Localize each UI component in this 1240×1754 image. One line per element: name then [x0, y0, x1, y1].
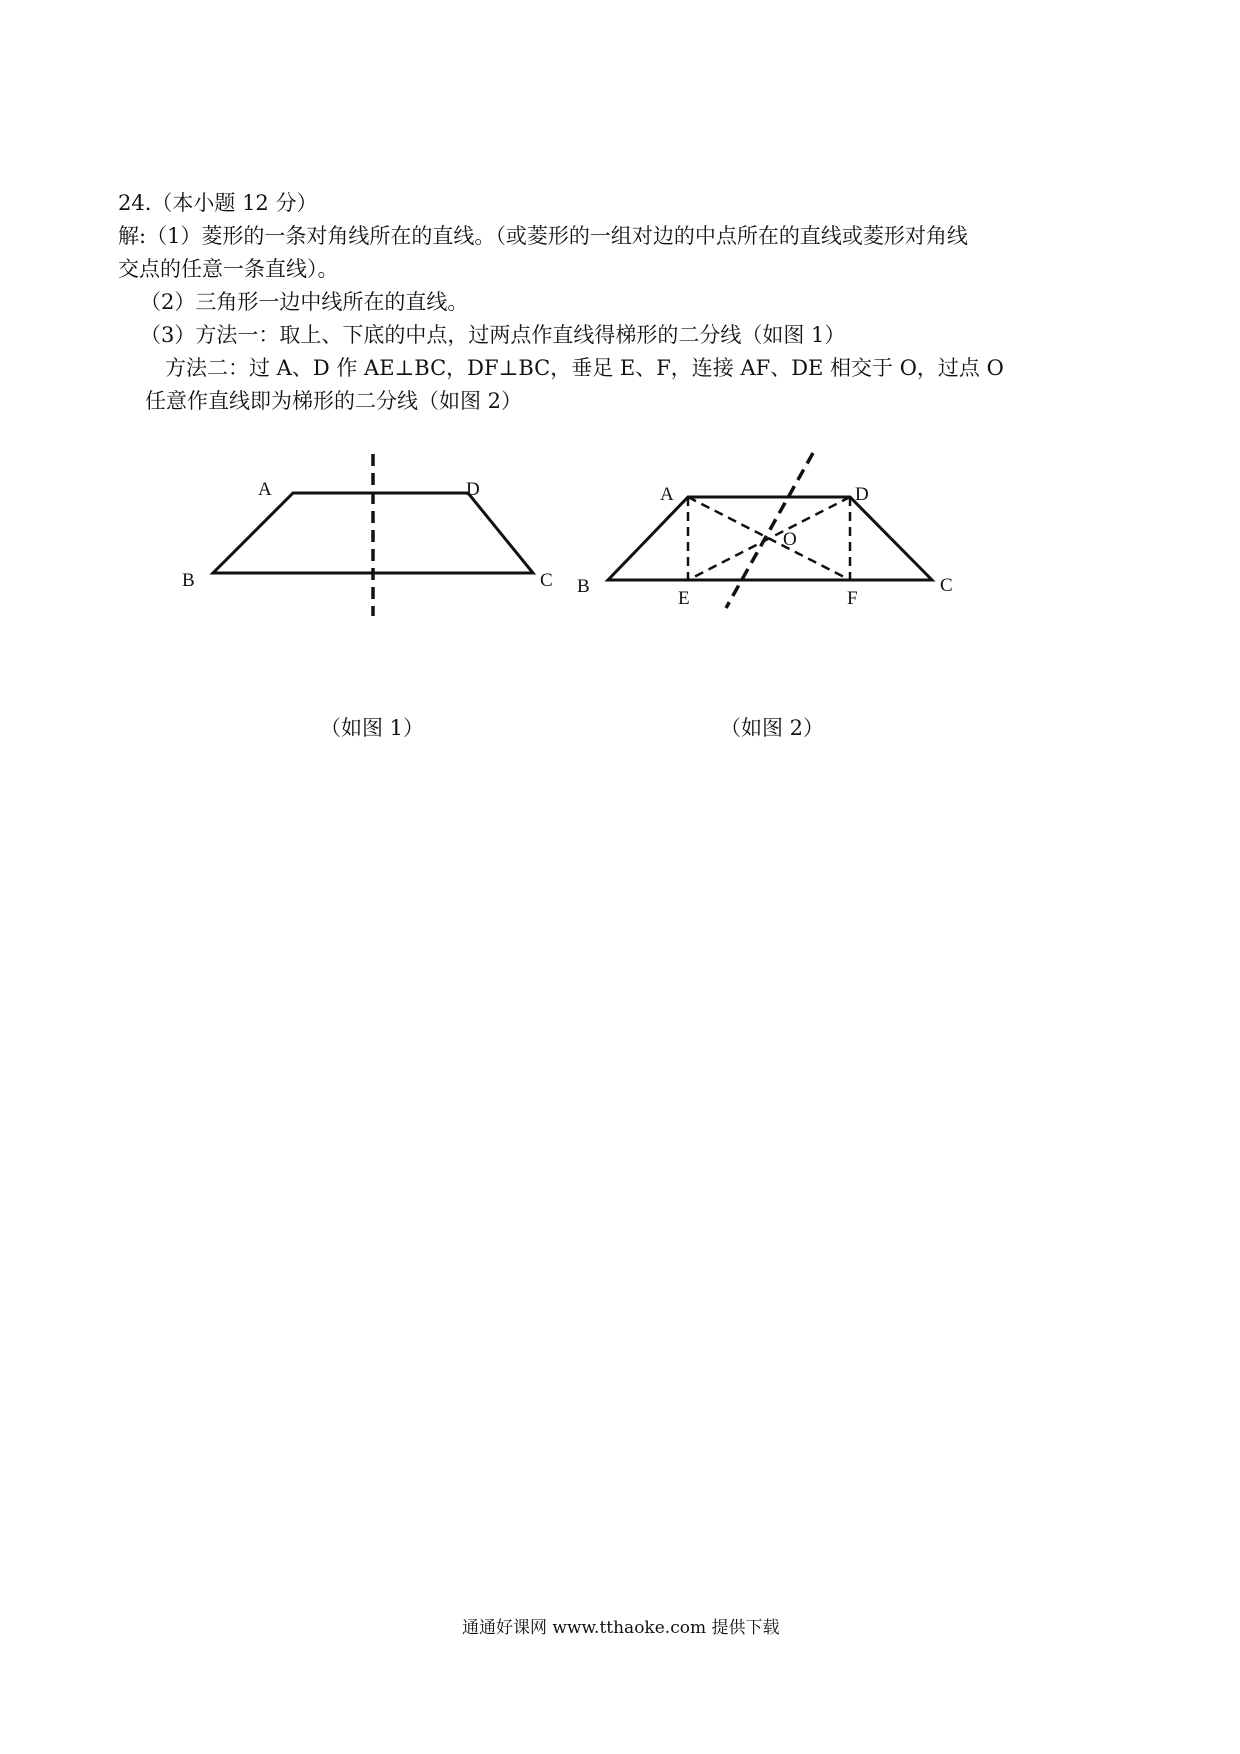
label-e: E — [678, 588, 690, 609]
label-o: O — [783, 529, 797, 550]
bisector-dashed-line — [726, 453, 813, 608]
figure-2-caption: （如图 2） — [720, 716, 825, 740]
figure-1 — [170, 440, 570, 640]
label-d: D — [466, 479, 480, 500]
label-b: B — [577, 576, 590, 597]
solution-line-6: 任意作直线即为梯形的二分线（如图 2） — [145, 389, 523, 413]
solution-line-1: 解:（1）菱形的一条对角线所在的直线。（或菱形的一组对边的中点所在的直线或菱形对角线 — [118, 224, 968, 248]
label-a: A — [258, 479, 272, 500]
solution-line-5: 方法二：过 A、D 作 AE⊥BC，DF⊥BC，垂足 E、F，连接 AF、DE 相交于 O，过点 O — [165, 356, 1004, 380]
footer-source: 通通好课网 www.tthaoke.com 提供下载 — [462, 1618, 780, 1638]
solution-line-2: 交点的任意一条直线）。 — [118, 257, 339, 281]
label-c: C — [940, 575, 953, 596]
label-d: D — [855, 484, 869, 505]
figure-1-caption: （如图 1） — [320, 716, 425, 740]
solution-line-4: （3）方法一：取上、下底的中点，过两点作直线得梯形的二分线（如图 1） — [140, 323, 846, 347]
label-b: B — [182, 570, 195, 591]
figure-2 — [570, 440, 970, 640]
solution-line-3: （2）三角形一边中线所在的直线。 — [140, 290, 469, 314]
figure-2-diagram — [570, 440, 970, 640]
label-a: A — [660, 484, 674, 505]
figure-1-diagram — [170, 440, 570, 640]
problem-header: 24.（本小题 12 分） — [118, 191, 318, 215]
label-f: F — [847, 588, 858, 609]
label-c: C — [540, 570, 553, 591]
